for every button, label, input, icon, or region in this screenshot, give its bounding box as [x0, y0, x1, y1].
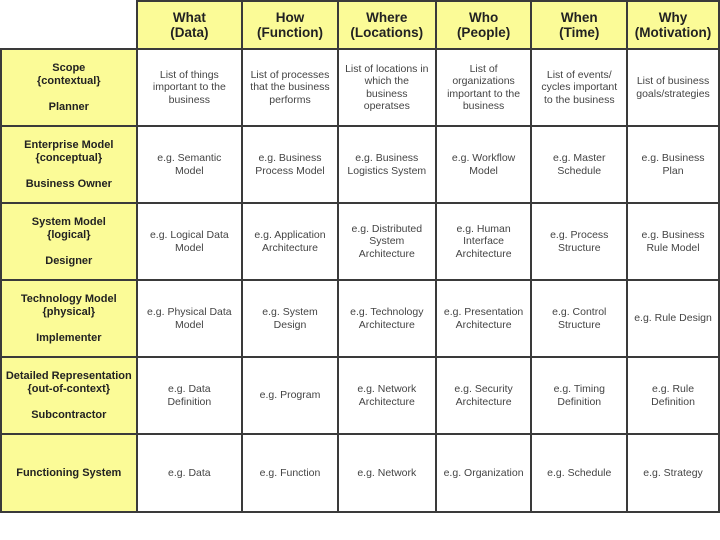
- row-header-perspective: {physical}: [42, 305, 96, 318]
- cell-text-line: Definition: [557, 395, 602, 408]
- column-header-subtitle: (Time): [559, 25, 600, 40]
- cell-text-line: e.g. Application: [254, 229, 326, 241]
- cell-why: [627, 203, 719, 280]
- cell-text-line: Definition: [167, 395, 212, 408]
- cell-text-line: Definition: [651, 395, 695, 408]
- cell-text-line: e.g. Function: [259, 466, 321, 479]
- cell-text-line: e.g. Master: [552, 152, 606, 164]
- cell-text-line: e.g. Presentation: [443, 306, 524, 318]
- row-header-perspective: {contextual}: [37, 74, 101, 87]
- cell-why: [627, 434, 719, 512]
- cell-why: [627, 49, 719, 126]
- cell-text-line: e.g. Network: [357, 383, 417, 395]
- row-header: [1, 49, 137, 126]
- cell-text-line: Architecture: [358, 247, 415, 260]
- cell-where: [338, 126, 436, 203]
- cell-who: [436, 357, 532, 434]
- row-header-role: Subcontractor: [31, 408, 107, 421]
- row-header-perspective: {logical}: [47, 228, 91, 241]
- cell-text-line: Model: [175, 318, 204, 331]
- cell-text-line: operatses: [363, 100, 410, 112]
- column-header-where: [338, 1, 436, 49]
- cell-text-line: e.g. System: [262, 306, 318, 318]
- cell-text-line: Rule Model: [646, 241, 700, 254]
- cell-text-line: business: [366, 87, 408, 100]
- cell-text-line: Architecture: [455, 395, 512, 408]
- cell-who: [436, 434, 532, 512]
- cell-where: [338, 434, 436, 512]
- cell-text-line: goals/strategies: [636, 87, 710, 100]
- cell-what: [137, 203, 243, 280]
- cell-text-line: Process Model: [255, 164, 325, 177]
- column-header-how: [242, 1, 338, 49]
- cell-text-line: List of things: [159, 68, 219, 81]
- cell-text-line: List of: [469, 62, 498, 75]
- cell-text-line: List of events/: [546, 68, 612, 81]
- cell-text-line: Design: [273, 318, 307, 331]
- grid-row: [1, 203, 719, 280]
- column-header-subtitle: (Locations): [350, 25, 424, 40]
- row-header-title: Detailed Representation: [5, 369, 132, 382]
- cell-who: [436, 126, 532, 203]
- cell-text-line: Model: [175, 241, 204, 254]
- cell-when: [531, 280, 627, 357]
- row-header-role: Implementer: [36, 331, 102, 344]
- cell-text-line: Plan: [662, 164, 684, 177]
- column-header-title: How: [275, 10, 305, 25]
- cell-text-line: e.g. Semantic: [157, 152, 222, 164]
- grid-row: [1, 434, 719, 512]
- cell-text-line: Structure: [557, 241, 601, 254]
- cell-what: [137, 280, 243, 357]
- cell-text-line: e.g. Data: [168, 466, 211, 479]
- row-header: [1, 434, 137, 512]
- cell-text-line: business: [168, 93, 211, 106]
- cell-when: [531, 357, 627, 434]
- cell-text-line: e.g. Distributed: [351, 222, 423, 235]
- row-header-title: Enterprise Model: [24, 138, 114, 151]
- cell-when: [531, 203, 627, 280]
- row-header-title: Scope: [52, 61, 86, 74]
- cell-how: [242, 126, 338, 203]
- column-header-subtitle: (Data): [170, 25, 209, 40]
- cell-text-line: e.g. Rule: [652, 383, 695, 395]
- cell-text-line: Schedule: [557, 164, 602, 177]
- cell-text-line: important to the: [152, 81, 226, 94]
- cell-how: [242, 357, 338, 434]
- cell-who: [436, 203, 532, 280]
- cell-how: [242, 203, 338, 280]
- cell-text-line: e.g. Rule Design: [634, 312, 712, 325]
- cell-text-line: organizations: [452, 75, 515, 87]
- cell-text-line: Model: [175, 164, 204, 177]
- cell-where: [338, 203, 436, 280]
- cell-text-line: e.g. Program: [259, 389, 321, 402]
- cell-text-line: to the business: [543, 93, 615, 106]
- grid-row: [1, 357, 719, 434]
- cell-why: [627, 357, 719, 434]
- column-header-subtitle: (Function): [257, 25, 323, 40]
- cell-text-line: List of locations in: [345, 62, 429, 75]
- cell-what: [137, 126, 243, 203]
- cell-who: [436, 280, 532, 357]
- row-header-role: Business Owner: [25, 177, 112, 190]
- cell-text-line: Architecture: [261, 241, 319, 254]
- cell-text-line: performs: [269, 93, 311, 106]
- cell-text-line: Interface: [463, 235, 504, 248]
- cell-text-line: business: [462, 100, 505, 112]
- cell-text-line: Architecture: [455, 247, 512, 260]
- row-header-title: System Model: [31, 215, 106, 228]
- cell-text-line: Logistics System: [347, 164, 427, 177]
- cell-when: [531, 49, 627, 126]
- cell-text-line: e.g. Human: [456, 222, 511, 235]
- column-header-subtitle: (Motivation): [634, 25, 712, 40]
- row-header: [1, 357, 137, 434]
- cell-why: [627, 126, 719, 203]
- cell-text-line: Structure: [557, 318, 601, 331]
- cell-text-line: e.g. Security: [454, 383, 513, 395]
- cell-text-line: e.g. Business: [641, 229, 705, 241]
- row-header-title: Functioning System: [16, 466, 122, 479]
- cell-text-line: e.g. Logical Data: [149, 229, 229, 241]
- cell-how: [242, 49, 338, 126]
- grid-row: [1, 126, 719, 203]
- cell-text-line: List of business: [636, 75, 710, 87]
- cell-who: [436, 49, 532, 126]
- cell-text-line: e.g. Schedule: [547, 466, 612, 479]
- row-header: [1, 126, 137, 203]
- row-header-perspective: {out-of-context}: [27, 382, 111, 395]
- cell-text-line: e.g. Technology: [350, 306, 424, 318]
- cell-what: [137, 434, 243, 512]
- column-header-title: Who: [468, 10, 499, 25]
- column-header-title: When: [560, 10, 598, 25]
- row-header-role: Planner: [48, 100, 89, 113]
- column-header-when: [531, 1, 627, 49]
- cell-text-line: e.g. Organization: [443, 466, 524, 479]
- header-row: [1, 1, 719, 49]
- cell-what: [137, 357, 243, 434]
- cell-when: [531, 126, 627, 203]
- cell-text-line: cycles important: [541, 81, 618, 94]
- grid-row: [1, 49, 719, 126]
- cell-text-line: which the: [364, 75, 409, 87]
- cell-text-line: e.g. Strategy: [643, 466, 703, 479]
- cell-when: [531, 434, 627, 512]
- corner-cell: [1, 1, 137, 49]
- cell-text-line: e.g. Workflow: [451, 152, 516, 164]
- cell-text-line: Architecture: [358, 395, 415, 408]
- cell-text-line: List of processes: [250, 68, 330, 81]
- column-header-subtitle: (People): [456, 25, 511, 40]
- cell-how: [242, 434, 338, 512]
- cell-text-line: important to the: [447, 87, 521, 100]
- row-header-role: Designer: [45, 254, 93, 267]
- column-header-why: [627, 1, 719, 49]
- cell-text-line: e.g. Network: [357, 466, 417, 479]
- cell-text-line: e.g. Data: [168, 383, 211, 395]
- cell-how: [242, 280, 338, 357]
- column-header-title: What: [172, 10, 206, 25]
- row-header: [1, 280, 137, 357]
- cell-text-line: Model: [469, 164, 498, 177]
- cell-text-line: that the business: [250, 81, 330, 94]
- column-header-what: [137, 1, 243, 49]
- column-header-who: [436, 1, 532, 49]
- cell-text-line: Architecture: [358, 318, 415, 331]
- column-header-title: Why: [658, 10, 688, 25]
- cell-text-line: e.g. Business: [355, 152, 419, 164]
- row-header-title: Technology Model: [20, 292, 117, 305]
- cell-why: [627, 280, 719, 357]
- cell-what: [137, 49, 243, 126]
- cell-where: [338, 49, 436, 126]
- cell-text-line: e.g. Control: [552, 306, 607, 318]
- cell-where: [338, 357, 436, 434]
- cell-text-line: e.g. Timing: [553, 383, 605, 395]
- cell-text-line: e.g. Physical Data: [147, 306, 232, 318]
- cell-where: [338, 280, 436, 357]
- column-header-title: Where: [366, 10, 408, 25]
- row-header-perspective: {conceptual}: [35, 151, 103, 164]
- cell-text-line: e.g. Process: [550, 229, 609, 241]
- cell-text-line: Architecture: [455, 318, 512, 331]
- cell-text-line: System: [369, 235, 405, 248]
- grid-row: [1, 280, 719, 357]
- row-header: [1, 203, 137, 280]
- cell-text-line: e.g. Business: [641, 152, 705, 164]
- cell-text-line: e.g. Business: [258, 152, 322, 164]
